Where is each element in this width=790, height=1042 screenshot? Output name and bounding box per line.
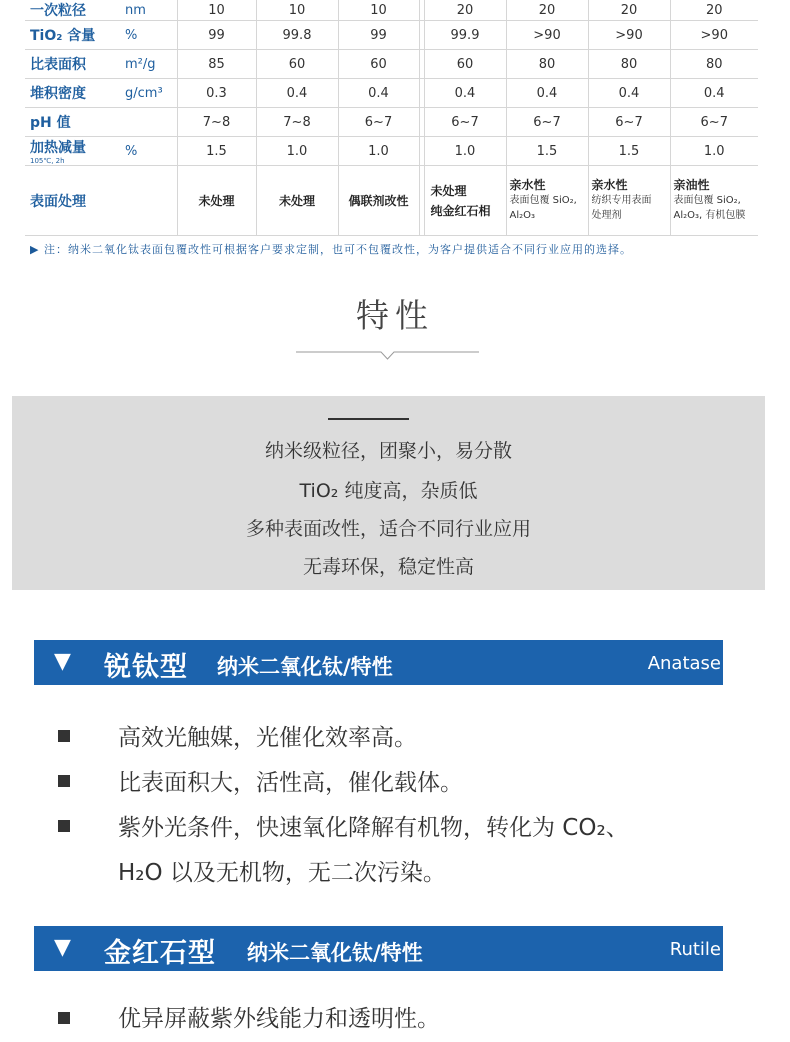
- table-cell: 20: [670, 0, 758, 21]
- cell-line: 表面包覆 SiO₂,: [673, 195, 741, 206]
- row-unit: g/cm³: [125, 79, 177, 108]
- table-cell: 10: [338, 0, 419, 21]
- cell-title: 亲水性: [509, 178, 546, 192]
- row-label: 表面处理: [25, 166, 125, 236]
- table-note: ▶ 注：纳米二氧化钛表面包覆改性可根据客户要求定制，也可不包覆改性，为客户提供适合不同行业应用的选择。: [30, 243, 632, 256]
- row-unit: m²/g: [125, 50, 177, 79]
- table-cell: 6~7: [338, 108, 419, 137]
- cell-line: Al₂O₃: [509, 210, 536, 221]
- table-cell: 0.4: [338, 79, 419, 108]
- rutile-banner: [34, 926, 723, 971]
- table-cell: 0.4: [670, 79, 758, 108]
- row-label: [25, 137, 125, 166]
- features-title: 特性: [356, 296, 434, 335]
- table-cell: [424, 166, 506, 236]
- divider-chevron-icon: [296, 351, 479, 361]
- table-row: [25, 0, 758, 21]
- table-cell: 20: [506, 0, 588, 21]
- table-cell: 60: [338, 50, 419, 79]
- table-cell: 7~8: [256, 108, 338, 137]
- table-cell: 99: [177, 21, 256, 50]
- bullet-text: 比表面积大，活性高，催化载体。: [118, 770, 463, 796]
- table-cell: 0.3: [177, 79, 256, 108]
- features-box: [12, 396, 765, 590]
- table-cell: 1.0: [338, 137, 419, 166]
- table-cell: 0.4: [256, 79, 338, 108]
- banner-title: 金红石型: [104, 938, 216, 969]
- table-cell: 6~7: [424, 108, 506, 137]
- table-row: [25, 79, 758, 108]
- bullet-square-icon: [58, 775, 70, 787]
- table-cell: 0.4: [424, 79, 506, 108]
- spec-table: [25, 0, 758, 236]
- table-cell: 85: [177, 50, 256, 79]
- cell-line: 纯金红石相: [430, 203, 491, 218]
- row-unit: [125, 108, 177, 137]
- table-row: [25, 21, 758, 50]
- table-cell: 99: [338, 21, 419, 50]
- row-unit: nm: [125, 0, 177, 21]
- row-label: 一次粒径: [25, 0, 125, 21]
- table-cell: 1.5: [177, 137, 256, 166]
- row-label-sub: 105℃, 2h: [30, 157, 65, 165]
- table-cell: 未处理: [256, 166, 338, 236]
- table-cell: [670, 166, 758, 236]
- table-cell: 20: [424, 0, 506, 21]
- table-cell: 1.0: [256, 137, 338, 166]
- feature-line: 无毒环保，稳定性高: [302, 556, 474, 578]
- table-cell: 0.4: [588, 79, 670, 108]
- bullet-text: 高效光触媒，光催化效率高。: [118, 725, 417, 751]
- banner-english: Anatase: [647, 653, 721, 674]
- table-cell: 7~8: [177, 108, 256, 137]
- bullet-square-icon: [58, 730, 70, 742]
- bullet-text-continued: H₂O 以及无机物，无二次污染。: [118, 860, 446, 886]
- feature-line: TiO₂ 纯度高，杂质低: [299, 480, 478, 502]
- table-cell: 10: [256, 0, 338, 21]
- triangle-down-icon: ▼: [54, 649, 71, 674]
- table-cell: 80: [670, 50, 758, 79]
- table-cell: 6~7: [670, 108, 758, 137]
- cell-line: Al₂O₃, 有机包膜: [673, 210, 746, 221]
- table-cell: 偶联剂改性: [338, 166, 419, 236]
- row-label-main: 加热减量: [30, 140, 86, 156]
- cell-line: 纺织专用表面: [591, 195, 652, 206]
- row-unit: [125, 166, 177, 236]
- table-row: [25, 108, 758, 137]
- bullet-text: 优异屏蔽紫外线能力和透明性。: [118, 1006, 440, 1032]
- table-cell: 1.5: [588, 137, 670, 166]
- table-cell: 80: [588, 50, 670, 79]
- banner-subtitle: 纳米二氧化钛/特性: [247, 941, 423, 965]
- table-cell: 1.0: [424, 137, 506, 166]
- table-cell: [588, 166, 670, 236]
- row-label: 堆积密度: [25, 79, 125, 108]
- row-unit: %: [125, 21, 177, 50]
- anatase-banner: [34, 640, 723, 685]
- row-label: pH 值: [25, 108, 125, 137]
- row-unit: %: [125, 137, 177, 166]
- cell-line: 未处理: [430, 183, 467, 198]
- table-cell: 80: [506, 50, 588, 79]
- banner-title: 锐钛型: [104, 652, 188, 683]
- banner-subtitle: 纳米二氧化钛/特性: [217, 655, 393, 679]
- table-cell: 1.5: [506, 137, 588, 166]
- cell-line: 表面包覆 SiO₂,: [509, 195, 577, 206]
- feature-line: 多种表面改性，适合不同行业应用: [245, 518, 531, 540]
- table-cell: 0.4: [506, 79, 588, 108]
- table-cell: 60: [256, 50, 338, 79]
- table-cell: 1.0: [670, 137, 758, 166]
- divider: [328, 418, 409, 420]
- table-cell: 未处理: [177, 166, 256, 236]
- bullet-text: 紫外光条件，快速氧化降解有机物，转化为 CO₂、: [118, 815, 629, 841]
- table-row: [25, 50, 758, 79]
- row-label: 比表面积: [25, 50, 125, 79]
- table-cell: >90: [588, 21, 670, 50]
- table-cell: 20: [588, 0, 670, 21]
- cell-title: 亲油性: [673, 178, 710, 192]
- table-cell: 6~7: [588, 108, 670, 137]
- table-cell: 10: [177, 0, 256, 21]
- table-cell: 99.8: [256, 21, 338, 50]
- table-cell: >90: [670, 21, 758, 50]
- table-cell: 6~7: [506, 108, 588, 137]
- cell-title: 亲水性: [591, 178, 628, 192]
- row-label: TiO₂ 含量: [25, 21, 125, 50]
- bullet-square-icon: [58, 820, 70, 832]
- table-cell: 60: [424, 50, 506, 79]
- table-cell: [506, 166, 588, 236]
- feature-line: 纳米级粒径，团聚小，易分散: [264, 440, 512, 462]
- table-cell: 99.9: [424, 21, 506, 50]
- bullet-square-icon: [58, 1012, 70, 1024]
- triangle-down-icon: ▼: [54, 935, 71, 960]
- cell-line: 处理剂: [591, 210, 622, 221]
- banner-english: Rutile: [669, 939, 721, 960]
- table-row: [25, 137, 758, 166]
- table-cell: >90: [506, 21, 588, 50]
- table-row: [25, 166, 758, 236]
